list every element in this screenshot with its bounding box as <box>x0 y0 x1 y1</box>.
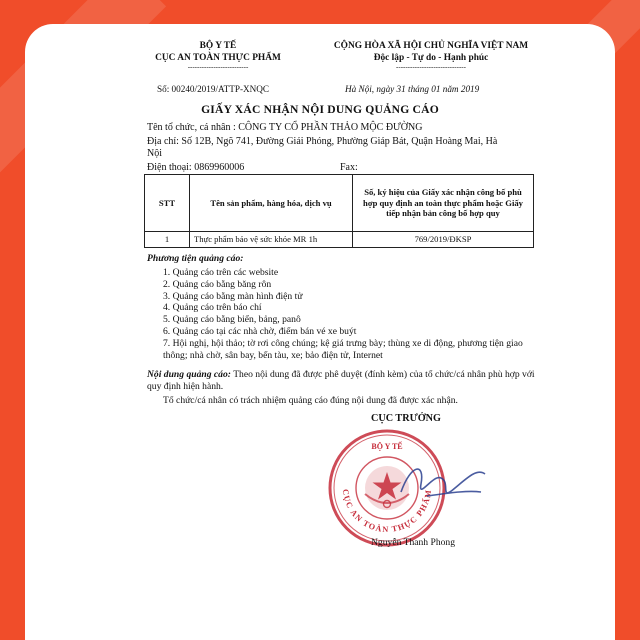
row-product-name: Thực phẩm bảo vệ sức khỏe MR 1h <box>190 232 353 248</box>
country-name: CỘNG HÒA XÃ HỘI CHỦ NGHĨA VIỆT NAM <box>333 41 529 51</box>
list-item: 3. Quảng cáo bằng màn hình điện tử <box>163 290 303 302</box>
header-certificate: Số, ký hiệu của Giấy xác nhận công bố phù hợp quy định an toàn thực phẩm hoặc Giấy tiếp nhận bản công bố hợp quy <box>353 175 534 232</box>
table-row <box>145 232 534 248</box>
list-item: 2. Quảng cáo bằng băng rôn <box>163 278 272 290</box>
document-title: GIẤY XÁC NHẬN NỘI DUNG QUẢNG CÁO <box>201 103 439 116</box>
content-paragraph <box>147 369 542 393</box>
director-signature <box>381 444 501 524</box>
document-card <box>25 24 615 640</box>
product-table <box>144 174 534 248</box>
list-item: 1. Quảng cáo trên các website <box>163 267 279 278</box>
media-heading: Phương tiện quảng cáo: <box>147 253 244 264</box>
list-item: 7. Hội nghị, hội thảo; tờ rơi công chúng; kệ giá trưng bày; thùng xe di động, phương tiện giao thông; nhà chờ, sân bay, bến tàu, xe; bảo điện tử, Internet <box>163 337 523 361</box>
fax-line: Fax: <box>340 162 358 173</box>
row-stt: 1 <box>145 232 190 248</box>
national-motto: Độc lập - Tự do - Hạnh phúc <box>373 53 489 64</box>
motto-divider: ------------------------------ <box>396 63 466 72</box>
director-title: CỤC TRƯỞNG <box>371 413 441 424</box>
row-certificate: 769/2019/ĐKSP <box>353 232 534 248</box>
list-item: 4. Quảng cáo trên báo chí <box>163 302 262 314</box>
content-text: Theo nội dung đã được phê duyệt (đính kèm) của tổ chức/cá nhân phù hợp với quy định hiện hành. <box>147 369 535 393</box>
table-header-row <box>145 175 534 232</box>
confirmation-document <box>25 24 615 640</box>
header-product-name: Tên sản phẩm, hàng hóa, dịch vụ <box>190 175 353 232</box>
media-list <box>163 267 523 361</box>
national-header <box>311 40 551 71</box>
responsibility-statement: Tổ chức/cá nhân có trách nhiệm quảng cáo đúng nội dung đã được xác nhận. <box>163 395 458 406</box>
header-divider: -------------------------- <box>187 63 249 72</box>
ministry-name: BỘ Y TẾ <box>199 41 237 51</box>
phone-line: Điện thoại: 0869960006 <box>147 162 245 173</box>
document-number: Số: 00240/2019/ATTP-XNQC <box>157 84 270 94</box>
list-item: 5. Quảng cáo bằng biển, bảng, panô <box>163 314 301 326</box>
agency-name: CỤC AN TOÀN THỰC PHẨM <box>155 53 281 64</box>
list-item: 6. Quảng cáo tại các nhà chờ, điểm bán vé xe buýt <box>163 325 357 337</box>
content-label: Nội dung quảng cáo: <box>147 369 231 380</box>
header-stt: STT <box>145 175 190 232</box>
issuer-header <box>143 40 293 71</box>
organization-line: Tên tổ chức, cá nhân : CÔNG TY CỔ PHẦN THẢO MỘC ĐƯỜNG <box>147 122 423 133</box>
seal-ring-path: CỤC AN TOÀN THỰC PHẨM <box>340 488 434 535</box>
address-line: Địa chỉ: Số 12B, Ngõ 741, Đường Giải Phóng, Phường Giáp Bát, Quận Hoàng Mai, Hà Nội <box>147 136 498 160</box>
issue-date: Hà Nội, ngày 31 tháng 01 năm 2019 <box>345 84 480 94</box>
seal-top-text: BỘ Y TẾ <box>371 442 403 451</box>
signer-name: Nguyễn Thanh Phong <box>371 537 456 548</box>
